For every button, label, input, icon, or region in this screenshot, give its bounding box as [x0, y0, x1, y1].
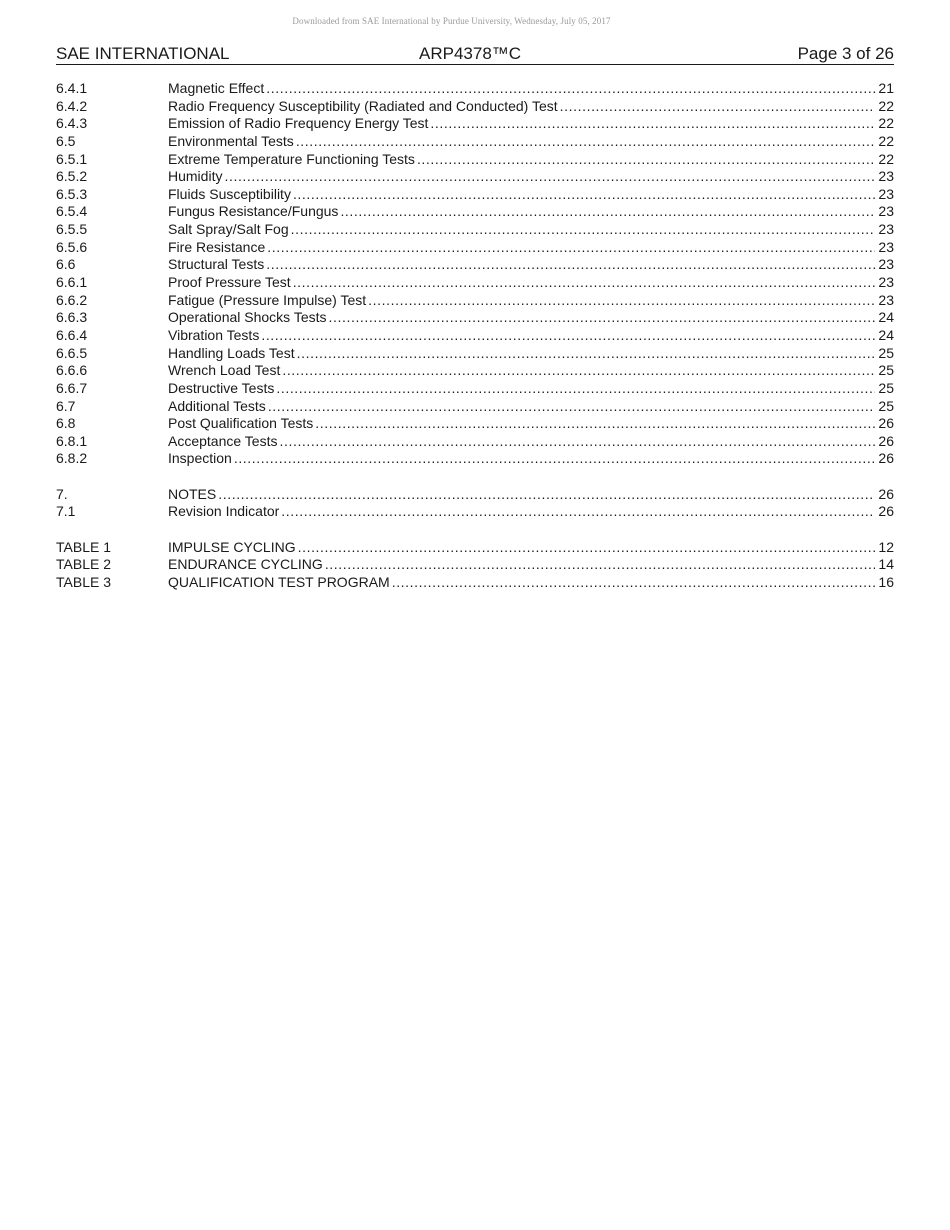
toc-entry-title: Fire Resistance [168, 238, 266, 255]
page-header [56, 44, 894, 65]
toc-entry-number: 6.5.6 [56, 238, 88, 255]
toc-entry-number: 6.6.4 [56, 326, 88, 343]
toc-entry-title: Additional Tests [168, 397, 266, 414]
dot-leader [282, 362, 875, 380]
toc-entry-number: TABLE 1 [56, 538, 111, 555]
dot-leader [293, 186, 875, 204]
toc-entry-page: 21 [878, 80, 894, 96]
toc-entry-page: 26 [878, 485, 894, 502]
toc-entry-number: 6.6.2 [56, 291, 88, 308]
toc-entry[interactable] [56, 221, 894, 239]
toc-entry-page: 24 [878, 309, 894, 326]
toc-entry-page: 12 [878, 538, 894, 555]
toc-entry-number: 6.5.5 [56, 221, 88, 238]
toc-entry-title: Environmental Tests [168, 132, 294, 149]
toc-entry-page: 23 [878, 168, 894, 185]
dot-leader [298, 539, 876, 557]
table-of-contents [56, 80, 894, 591]
toc-entry-page: 22 [878, 115, 894, 132]
toc-entry-page: 25 [878, 379, 894, 396]
toc-entry-page: 23 [878, 256, 894, 273]
toc-entry-title: Destructive Tests [168, 379, 275, 396]
toc-entry-title: Magnetic Effect [168, 80, 265, 96]
toc-entry[interactable] [56, 556, 894, 574]
toc-entry-page: 26 [878, 432, 894, 449]
dot-leader [234, 450, 876, 468]
toc-entry-number: 6.8 [56, 415, 76, 432]
dot-leader [276, 380, 875, 398]
toc-entry-title: Structural Tests [168, 256, 265, 273]
toc-entry-title: QUALIFICATION TEST PROGRAM [168, 573, 390, 590]
toc-entry-title: Salt Spray/Salt Fog [168, 221, 289, 238]
toc-entry-page: 23 [878, 291, 894, 308]
toc-entry[interactable] [56, 98, 894, 116]
dot-leader [281, 503, 875, 521]
dot-leader [266, 256, 875, 274]
toc-entry[interactable] [56, 239, 894, 257]
toc-entry[interactable] [56, 203, 894, 221]
dot-leader [340, 203, 875, 221]
toc-entry[interactable] [56, 115, 894, 133]
toc-entry-title: Post Qualification Tests [168, 415, 314, 432]
toc-entry-number: TABLE 3 [56, 573, 111, 590]
toc-entry-title: Acceptance Tests [168, 432, 278, 449]
toc-entry-page: 26 [878, 450, 894, 467]
toc-entry-title: Fungus Resistance/Fungus [168, 203, 339, 220]
toc-entry-page: 23 [878, 203, 894, 220]
toc-entry-page: 23 [878, 185, 894, 202]
toc-entry-number: 6.5.3 [56, 185, 88, 202]
toc-entry-title: Fatigue (Pressure Impulse) Test [168, 291, 367, 308]
dot-leader [368, 292, 875, 310]
dot-leader [417, 151, 875, 169]
dot-leader [329, 309, 876, 327]
toc-entry-title: Operational Shocks Tests [168, 309, 327, 326]
toc-entry-page: 14 [878, 556, 894, 573]
dot-leader [315, 415, 875, 433]
toc-entry[interactable] [56, 168, 894, 186]
toc-entry-page: 26 [878, 415, 894, 432]
toc-entry-page: 22 [878, 132, 894, 149]
dot-leader [560, 98, 876, 116]
toc-entry[interactable] [56, 151, 894, 169]
toc-entry[interactable] [56, 362, 894, 380]
dot-leader [430, 115, 875, 133]
download-watermark: Downloaded from SAE International by Purdue University, Wednesday, July 05, 2017 [292, 16, 611, 26]
toc-entry[interactable] [56, 274, 894, 292]
dot-leader [325, 556, 876, 574]
toc-entry[interactable] [56, 503, 894, 521]
toc-entry-page: 24 [878, 326, 894, 343]
toc-entry-page: 22 [878, 150, 894, 167]
dot-leader [296, 133, 876, 151]
toc-entry-number: 6.5 [56, 132, 76, 149]
dot-leader [291, 221, 876, 239]
dot-leader [293, 274, 876, 292]
toc-entry-title: Radio Frequency Susceptibility (Radiated and Conducted) Test [168, 97, 558, 114]
toc-entry-title: Extreme Temperature Functioning Tests [168, 150, 415, 167]
toc-entry-title: Fluids Susceptibility [168, 185, 291, 202]
toc-entry-title: Revision Indicator [168, 503, 280, 520]
toc-entry-title: Inspection [168, 450, 232, 467]
toc-entry[interactable] [56, 292, 894, 310]
toc-entry[interactable] [56, 309, 894, 327]
toc-entry-number: 6.8.1 [56, 432, 88, 449]
toc-entry[interactable] [56, 415, 894, 433]
toc-entry-number: 6.5.1 [56, 150, 88, 167]
dot-leader [267, 239, 875, 257]
toc-entry[interactable] [56, 450, 894, 468]
toc-entry-number: 6.6.6 [56, 362, 88, 379]
dot-leader [279, 433, 875, 451]
dot-leader [224, 168, 875, 186]
toc-entry-number: 6.4.3 [56, 115, 88, 132]
toc-entry[interactable] [56, 133, 894, 151]
toc-entry-number: 6.4.2 [56, 97, 88, 114]
toc-entry[interactable] [56, 256, 894, 274]
toc-entry-title: ENDURANCE CYCLING [168, 556, 323, 573]
toc-entry-title: IMPULSE CYCLING [168, 538, 296, 555]
toc-entry-number: 6.6.3 [56, 309, 88, 326]
header-organization: SAE INTERNATIONAL [56, 44, 230, 63]
toc-entry[interactable] [56, 186, 894, 204]
toc-entry-page: 23 [878, 221, 894, 238]
toc-entry-title: Humidity [168, 168, 223, 185]
toc-entry[interactable] [56, 433, 894, 451]
toc-entry[interactable] [56, 327, 894, 345]
toc-entry-number: 6.6 [56, 256, 76, 273]
toc-entry[interactable] [56, 345, 894, 363]
toc-entry[interactable] [56, 486, 894, 504]
toc-entry-number: 7. [56, 485, 68, 502]
dot-leader [218, 486, 875, 504]
toc-entry-title: Wrench Load Test [168, 362, 281, 379]
toc-entry-title: NOTES [168, 485, 217, 502]
dot-leader [261, 327, 875, 345]
toc-entry-title: Vibration Tests [168, 326, 260, 343]
toc-entry[interactable] [56, 380, 894, 398]
toc-entry-number: 6.6.1 [56, 274, 88, 291]
toc-entry-number: 6.6.7 [56, 379, 88, 396]
toc-entry-number: 6.4.1 [56, 80, 88, 96]
toc-entry-page: 26 [878, 503, 894, 520]
toc-entry-title: Handling Loads Test [168, 344, 295, 361]
toc-entry[interactable] [56, 398, 894, 416]
toc-entry[interactable] [56, 539, 894, 557]
dot-leader [392, 574, 876, 592]
toc-entry-title: Emission of Radio Frequency Energy Test [168, 115, 429, 132]
dot-leader [266, 80, 875, 98]
toc-entry-page: 23 [878, 274, 894, 291]
toc-entry-title: Proof Pressure Test [168, 274, 291, 291]
toc-entry-number: 6.7 [56, 397, 76, 414]
toc-entry-number: 7.1 [56, 503, 76, 520]
toc-entry-number: 6.6.5 [56, 344, 88, 361]
header-document-number: ARP4378™C [419, 44, 522, 63]
toc-entry-number: 6.5.4 [56, 203, 88, 220]
toc-entry-page: 25 [878, 397, 894, 414]
toc-entry-number: 6.8.2 [56, 450, 88, 467]
toc-entry-page: 25 [878, 344, 894, 361]
header-page-number: Page 3 of 26 [797, 44, 894, 63]
toc-entry-number: TABLE 2 [56, 556, 111, 573]
toc-entry-page: 16 [878, 573, 894, 590]
dot-leader [268, 398, 876, 416]
toc-entry-page: 23 [878, 238, 894, 255]
toc-entry[interactable] [56, 80, 894, 98]
toc-entry[interactable] [56, 574, 894, 592]
toc-entry-page: 22 [878, 97, 894, 114]
dot-leader [297, 345, 876, 363]
toc-entry-number: 6.5.2 [56, 168, 88, 185]
toc-entry-page: 25 [878, 362, 894, 379]
